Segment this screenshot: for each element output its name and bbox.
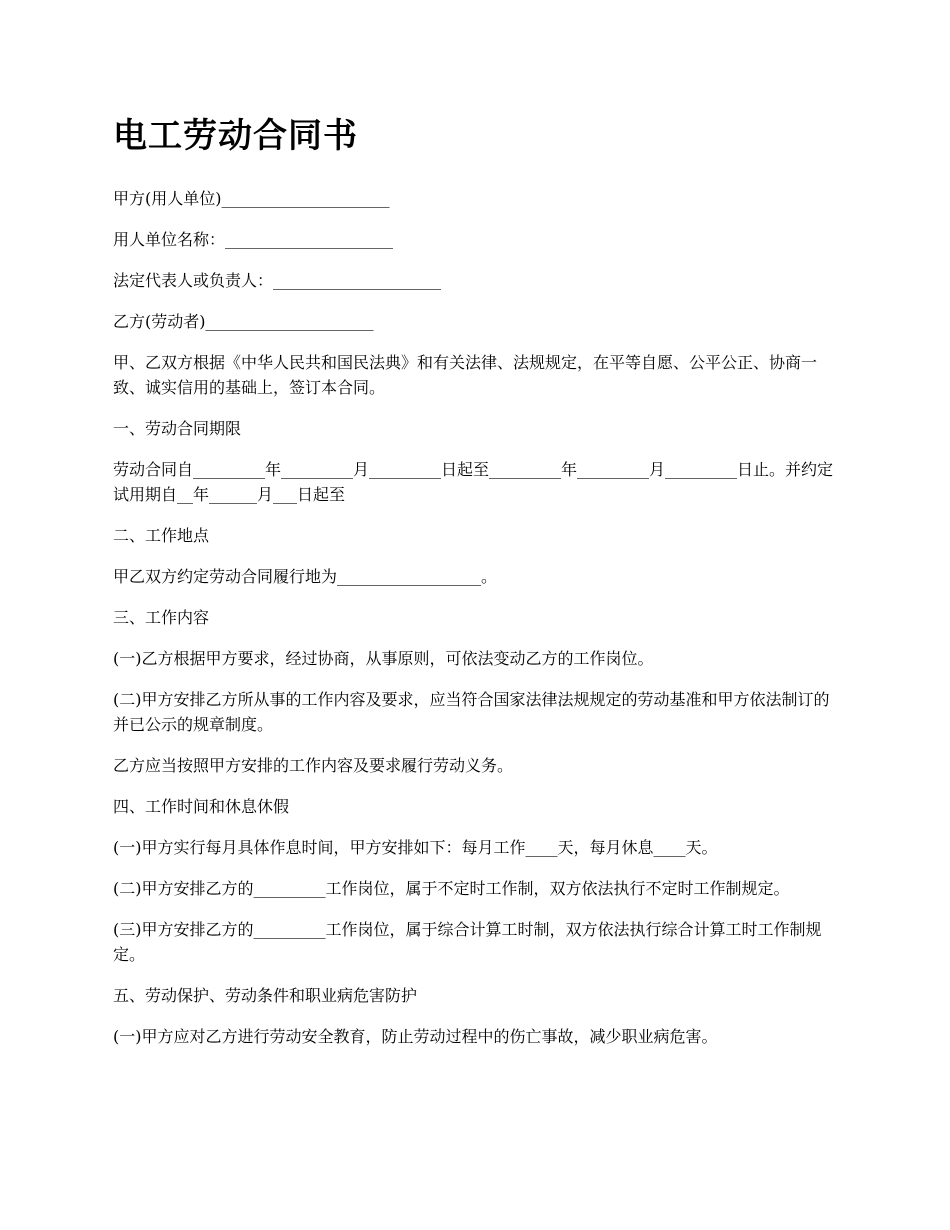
document-body [113, 112, 840, 1065]
section-heading-working-hours: 四、工作时间和休息休假 [113, 797, 290, 816]
party-b-line: 乙方(劳动者)_____________________ [113, 312, 374, 331]
work-content-item-1: (一)乙方根据甲方要求，经过协商，从事原则，可依法变动乙方的工作岗位。 [113, 649, 654, 668]
section-heading-location: 二、工作地点 [113, 526, 210, 545]
contract-term-paragraph: 劳动合同自_________年_________月_________日起至_________年_________月_________日止。并约定试用期自__年______月___日起至 [113, 460, 834, 504]
employer-name-line: 用人单位名称：_____________________ [113, 230, 394, 249]
document-title: 电工劳动合同书 [113, 116, 358, 156]
preamble-paragraph: 甲、乙双方根据《中华人民共和国民法典》和有关法律、法规规定，在平等自愿、公平公正、协商一致、诚实信用的基础上，签订本合同。 [113, 353, 818, 397]
work-content-note: 乙方应当按照甲方安排的工作内容及要求履行劳动义务。 [113, 756, 514, 775]
working-hours-item-3: (三)甲方安排乙方的_________工作岗位，属于综合计算工时制，双方依法执行综合计算工时工作制规定。 [113, 920, 822, 964]
labor-protection-item-1: (一)甲方应对乙方进行劳动安全教育，防止劳动过程中的伤亡事故，减少职业病危害。 [113, 1027, 718, 1046]
working-hours-item-2: (二)甲方安排乙方的_________工作岗位，属于不定时工作制，双方依法执行不定时工作制规定。 [113, 879, 790, 898]
legal-representative-line: 法定代表人或负责人：_____________________ [113, 271, 442, 290]
section-heading-term: 一、劳动合同期限 [113, 419, 242, 438]
work-location-paragraph: 甲乙双方约定劳动合同履行地为__________________。 [113, 567, 498, 586]
party-a-line: 甲方(用人单位)_____________________ [113, 189, 390, 208]
working-hours-item-1: (一)甲方实行每月具体作息时间，甲方安排如下：每月工作____天，每月休息____天。 [113, 838, 718, 857]
section-heading-work-content: 三、工作内容 [113, 608, 210, 627]
section-heading-labor-protection: 五、劳动保护、劳动条件和职业病危害防护 [113, 986, 418, 1005]
work-content-item-2: (二)甲方安排乙方所从事的工作内容及要求，应当符合国家法律法规规定的劳动基准和甲方依法制订的并已公示的规章制度。 [113, 690, 830, 734]
